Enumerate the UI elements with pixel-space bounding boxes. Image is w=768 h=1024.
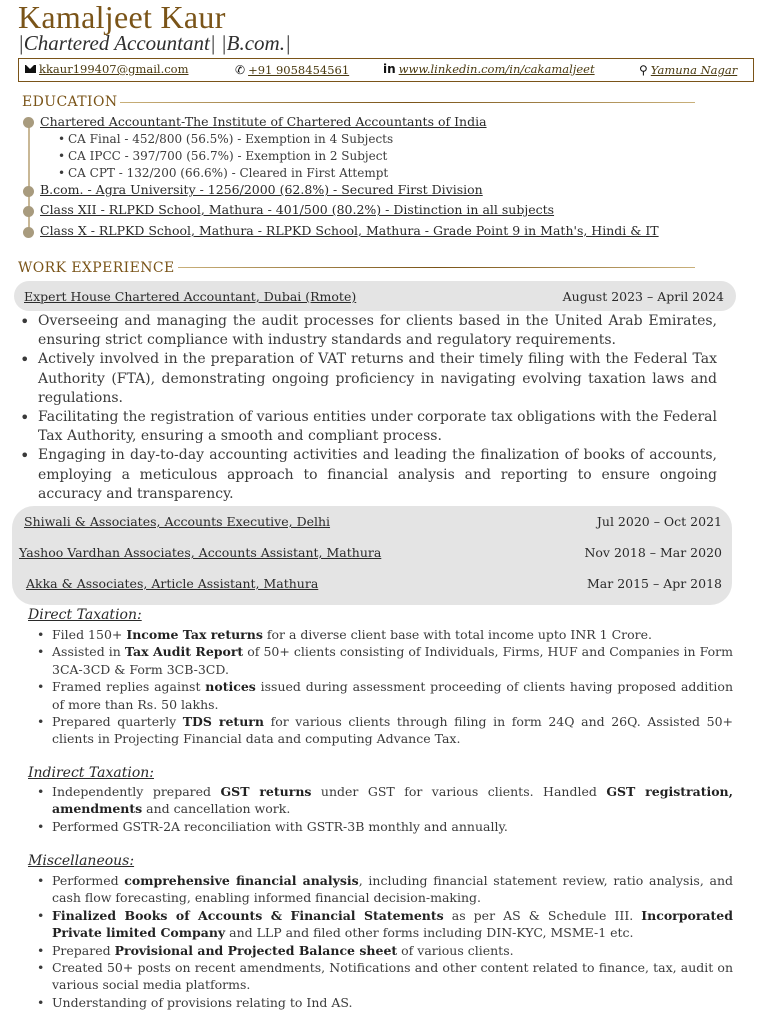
- timeline-dot: [23, 117, 34, 128]
- education-sub-ca-ipcc: • CA IPCC - 397/700 (56.7%) - Exemption in 2 Subject: [68, 149, 387, 163]
- education-sub-ca-final: • CA Final - 452/800 (56.5%) - Exemption in 4 Subjects: [68, 132, 393, 146]
- work-title: WORK EXPERIENCE: [18, 260, 175, 276]
- contact-phone[interactable]: [235, 63, 349, 77]
- list-item: • Performed comprehensive financial analysis, including financial statement review, ratio analysis, and cash flow forecasting, enabling informed financial decision-making.: [35, 872, 733, 907]
- linkedin-link[interactable]: www.linkedin.com/in/cakamaljeet: [398, 62, 595, 76]
- phone-icon: ✆: [235, 63, 246, 77]
- contact-location[interactable]: [639, 63, 737, 77]
- list-item: • Created 50+ posts on recent amendments, Notifications and other content related to finance, tax, audit on various social media platforms.: [35, 959, 733, 994]
- list-item: • Performed GSTR-2A reconciliation with GSTR-3B monthly and annually.: [35, 818, 733, 835]
- previous-job-title: Shiwali & Associates, Accounts Executive, Delhi: [24, 514, 331, 529]
- miscellaneous-title: Miscellaneous:: [28, 853, 135, 869]
- list-item: • Framed replies against notices issued during assessment proceeding of clients having proposed addition of more than Rs. 50 lakhs.: [35, 678, 733, 713]
- timeline-dot: [23, 227, 34, 238]
- list-item: • Engaging in day-to-day accounting activities and leading the finalization of books of accounts, employing a meticulous approach to financial analysis and reporting to ensure ongoing accuracy and transparency.: [20, 446, 717, 504]
- list-item: • Assisted in Tax Audit Report of 50+ clients consisting of Individuals, Firms, HUF and Companies in Form 3CA-3CD & Form 3CB-3CD.: [35, 643, 733, 678]
- phone-link[interactable]: +91 9058454561: [248, 63, 350, 77]
- previous-job-title: Akka & Associates, Article Assistant, Mathura: [26, 576, 319, 591]
- list-item: • Actively involved in the preparation of VAT returns and their timely filing with the Federal Tax Authority (FTA), demonstrating ongoing proficiency in navigating evolving taxation laws and regulations.: [20, 350, 717, 408]
- list-item: • Overseeing and managing the audit processes for clients based in the United Arab Emirates, ensuring strict compliance with industry standards and regulatory requirements.: [20, 312, 717, 350]
- education-item-ca: Chartered Accountant-The Institute of Chartered Accountants of India: [40, 114, 487, 129]
- linkedin-icon: in: [383, 62, 396, 76]
- timeline-dot: [23, 186, 34, 197]
- current-job-bullets: [20, 312, 717, 504]
- mail-icon: [25, 65, 36, 73]
- candidate-subtitle: |Chartered Accountant| |B.com.|: [18, 31, 291, 55]
- list-item: • Prepared Provisional and Projected Balance sheet of various clients.: [35, 942, 733, 959]
- education-title: EDUCATION: [22, 94, 118, 110]
- previous-job-date: Jul 2020 – Oct 2021: [596, 514, 722, 529]
- direct-taxation-title: Direct Taxation:: [28, 607, 142, 623]
- education-item-class-xii: Class XII - RLPKD School, Mathura - 401/500 (80.2%) - Distinction in all subjects: [40, 202, 555, 217]
- current-job-title: Expert House Chartered Accountant, Dubai (Rmote): [24, 289, 357, 304]
- timeline-dot: [23, 206, 34, 217]
- miscellaneous-list: [35, 872, 733, 1011]
- contact-bar: [18, 58, 754, 82]
- list-item: • Prepared quarterly TDS return for various clients through filing in form 24Q and 26Q. Assisted 50+ clients in Projecting Financial data and computing Advance Tax.: [35, 713, 733, 748]
- direct-taxation-list: [35, 626, 733, 748]
- list-item: • Finalized Books of Accounts & Financial Statements as per AS & Schedule III. Incorporated Private limited Company and LLP and filed other forms including DIN-KYC, MSME-1 etc.: [35, 907, 733, 942]
- education-rule: [120, 102, 695, 103]
- list-item: • Understanding of provisions relating to Ind AS.: [35, 994, 733, 1011]
- previous-job-date: Mar 2015 – Apr 2018: [587, 576, 722, 591]
- indirect-taxation-title: Indirect Taxation:: [28, 765, 154, 781]
- education-sub-ca-cpt: • CA CPT - 132/200 (66.6%) - Cleared in First Attempt: [68, 166, 388, 180]
- work-rule: [178, 267, 695, 268]
- candidate-name: Kamaljeet Kaur: [18, 0, 226, 35]
- previous-job-title: Yashoo Vardhan Associates, Accounts Assistant, Mathura: [19, 545, 382, 560]
- contact-email[interactable]: [25, 62, 189, 76]
- current-job-date: August 2023 – April 2024: [562, 289, 724, 304]
- education-item-bcom: B.com. - Agra University - 1256/2000 (62.8%) - Secured First Division: [40, 182, 483, 197]
- list-item: • Facilitating the registration of various entities under corporate tax obligations with the Federal Tax Authority, ensuring a smooth and compliant process.: [20, 408, 717, 446]
- previous-job-date: Nov 2018 – Mar 2020: [584, 545, 722, 560]
- education-item-class-x: Class X - RLPKD School, Mathura - RLPKD School, Mathura - Grade Point 9 in Math's, Hindi & IT: [40, 223, 659, 238]
- list-item: • Independently prepared GST returns under GST for various clients. Handled GST registration, amendments and cancellation work.: [35, 783, 733, 818]
- contact-linkedin[interactable]: [383, 62, 595, 76]
- location-pin-icon: ⚲: [639, 63, 648, 77]
- indirect-taxation-list: [35, 783, 733, 835]
- location-link[interactable]: Yamuna Nagar: [650, 63, 738, 77]
- list-item: • Filed 150+ Income Tax returns for a diverse client base with total income upto INR 1 Crore.: [35, 626, 733, 643]
- email-link[interactable]: kkaur199407@gmail.com: [39, 62, 189, 76]
